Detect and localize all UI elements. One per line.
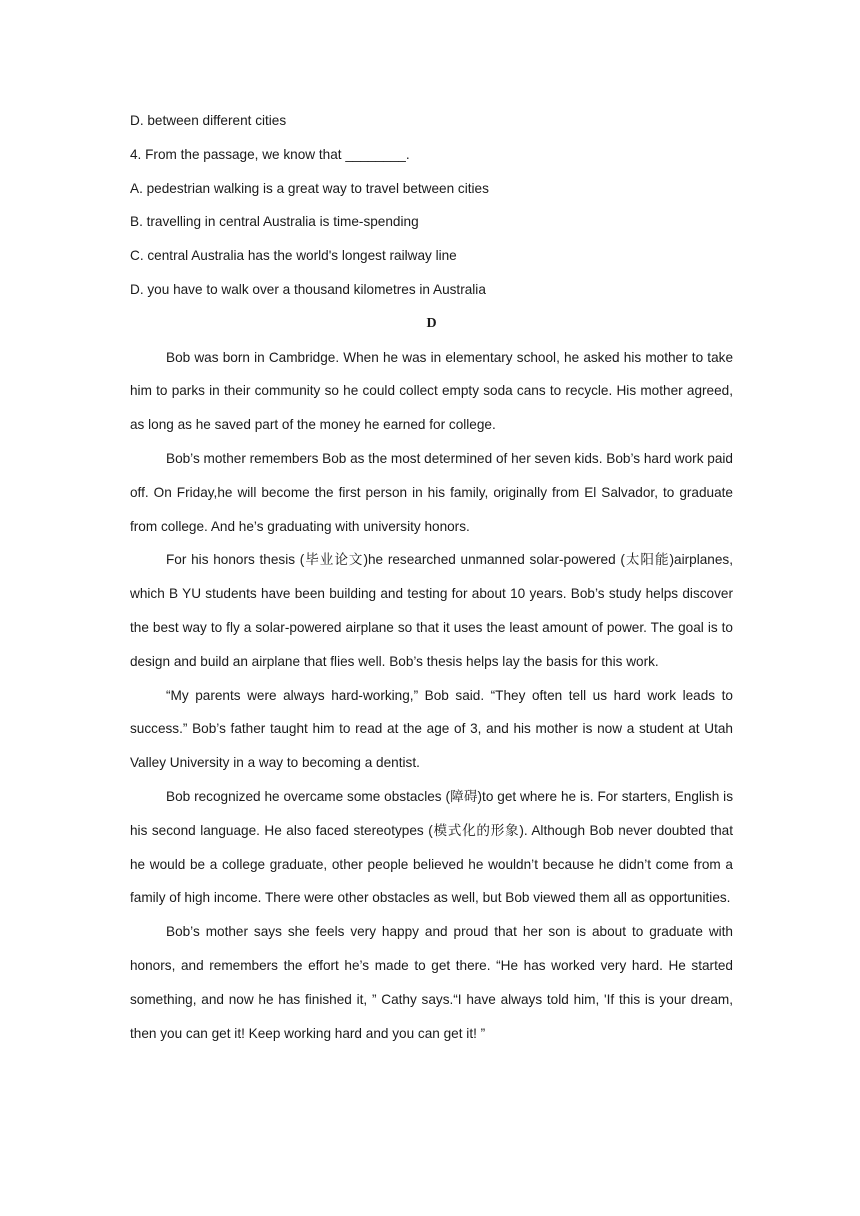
q4-option-d: D. you have to walk over a thousand kilometres in Australia	[130, 281, 486, 297]
passage-paragraph-1: Bob was born in Cambridge. When he was in elementary school, he asked his mother to take him to parks in their community so he could collect empty soda cans to recycle. His mother agreed, as long as he saved part of the money he earned for college.	[130, 349, 733, 433]
q3-option-d: D. between different cities	[130, 113, 287, 128]
q4-option-a: A. pedestrian walking is a great way to travel between cities	[130, 180, 489, 196]
section-heading: D	[426, 315, 437, 331]
passage-paragraph-3: For his honors thesis (毕业论文)he researched unmanned solar-powered (太阳能)airplanes, which B YU students have been building and testing for about 10 years. Bob’s study helps discover the best way to fly a solar-powered airplane so that it uses the least amount of power. The goal is to design and build an airplane that flies well. Bob’s thesis helps lay the basis for this work.	[130, 552, 733, 669]
q4-option-b: B. travelling in central Australia is time-spending	[130, 214, 419, 230]
q4-stem: 4. From the passage, we know that ________.	[130, 146, 410, 162]
passage-paragraph-2: Bob’s mother remembers Bob as the most determined of her seven kids. Bob’s hard work paid off. On Friday,he will become the first person in his family, originally from El Salvador, to graduate from college. And he’s graduating with university honors.	[130, 450, 733, 534]
passage-paragraph-6: Bob’s mother says she feels very happy and proud that her son is about to graduate with honors, and remembers the effort he’s made to get there. “He has worked very hard. He started something, and now he has finished it, ” Cathy says.“I have always told him, 'If this is your dream, then you can get it! Keep working hard and you can get it! ”	[130, 924, 733, 1041]
document-page	[130, 104, 733, 1050]
passage-paragraph-5: Bob recognized he overcame some obstacles (障碍)to get where he is. For starters, English is his second language. He also faced stereotypes (模式化的形象). Although Bob never doubted that he would be a college graduate, other people believed he wouldn’t because he didn’t come from a family of high income. There were other obstacles as well, but Bob viewed them all as opportunities.	[130, 788, 733, 906]
passage-paragraph-4: “My parents were always hard-working,” Bob said. “They often tell us hard work leads to success.” Bob’s father taught him to read at the age of 3, and his mother is now a student at Utah Valley University in a way to becoming a dentist.	[130, 687, 733, 771]
q4-option-c: C. central Australia has the world's longest railway line	[130, 248, 457, 264]
